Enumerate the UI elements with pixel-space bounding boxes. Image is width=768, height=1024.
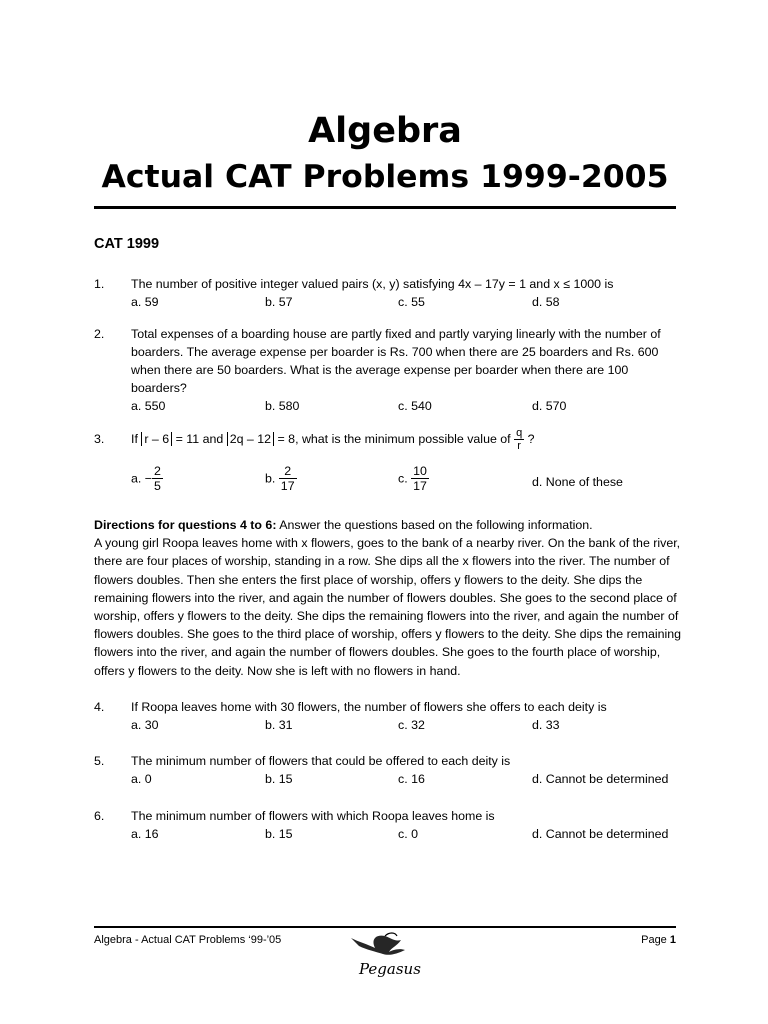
option-a: a. − $\frac{2}{5}$ [131, 464, 161, 493]
option-d: d. Cannot be determined [532, 772, 669, 786]
fraction: $\frac{2}{17}$ [280, 464, 295, 493]
option-b: b. $\frac{2}{17}$ [265, 464, 295, 493]
logo-text: Pegasus [359, 960, 421, 978]
pegasus-logo [345, 930, 427, 980]
option-d: d. 570 [532, 399, 567, 413]
options-row [131, 825, 684, 843]
abs-2q-minus-12: 2q – 12 [227, 432, 274, 446]
question-text: The minimum number of flowers that could be offered to each deity is [131, 754, 511, 768]
title-block [94, 108, 676, 200]
options-row [131, 464, 684, 498]
options-row [131, 397, 684, 415]
section-heading: CAT 1999 [94, 236, 160, 252]
option-b: b. 15 [265, 772, 293, 786]
page-subtitle: Actual CAT Problems 1999-2005 [101, 159, 669, 195]
question-text: The minimum number of flowers with which Roopa leaves home is [131, 809, 495, 823]
option-c: c. 32 [398, 718, 425, 732]
question-3 [94, 424, 684, 498]
option-d: d. Cannot be determined [532, 827, 669, 841]
footer-title: Algebra - Actual CAT Problems ‘99-’05 [94, 934, 282, 946]
option-b: b. 57 [265, 295, 293, 309]
option-c: c. 540 [398, 399, 432, 413]
question-number: 3. [94, 432, 105, 446]
question-number: 1. [94, 277, 105, 291]
question-text: If r – 6 = 11 and 2q – 12 = 8, what is the minimum possible value of $\frac{q}{r}$ ? [131, 427, 535, 453]
question-2 [94, 325, 684, 415]
question-text: If Roopa leaves home with 30 flowers, the number of flowers she offers to each deity is [131, 700, 607, 714]
option-c: c. 55 [398, 295, 425, 309]
question-5 [94, 752, 684, 788]
question-4 [94, 698, 684, 734]
option-a: a. 550 [131, 399, 166, 413]
page-number: Page 1 [641, 934, 676, 946]
fraction: $\frac{10}{17}$ [413, 464, 427, 493]
question-number: 6. [94, 809, 105, 823]
question-number: 2. [94, 327, 105, 341]
question-number: 4. [94, 700, 105, 714]
option-a: a. 16 [131, 827, 159, 841]
directions-block [94, 516, 684, 680]
option-d: d. 33 [532, 718, 560, 732]
options-row [131, 716, 684, 734]
option-b: b. 580 [265, 399, 300, 413]
leq-symbol: ≤ [563, 277, 570, 291]
abs-r-minus-6: r – 6 [141, 432, 172, 446]
option-c: c. 0 [398, 827, 418, 841]
question-1 [94, 275, 684, 311]
directions-label: Directions for questions 4 to 6: [94, 518, 277, 532]
question-text: The number of positive integer valued pairs (x, y) satisfying 4x – 17y = 1 and x ≤ 1000 is [131, 277, 614, 291]
question-number: 5. [94, 754, 105, 768]
option-a: a. 59 [131, 295, 159, 309]
option-b: b. 15 [265, 827, 293, 841]
options-row [131, 770, 684, 788]
fraction: $\frac{2}{5}$ [154, 464, 161, 493]
question-6 [94, 807, 684, 843]
page-title: Algebra [308, 111, 462, 151]
question-text: Total expenses of a boarding house are partly fixed and partly varying linearly with the number of boarders. The average expense per boarder is Rs. 700 when there are 25 boarders and Rs. 600 when there are 50 boarders. What is the average expense per boarder when there are 100 boarders? [131, 327, 661, 395]
option-d: d. 58 [532, 295, 560, 309]
header-divider [94, 206, 676, 209]
directions-body: A young girl Roopa leaves home with x flowers, goes to the bank of a nearby river. On the bank of the river, there are four places of worship, standing in a row. She dips all the x flowers into the river. The number of flowers doubles. Then she enters the first place of worship, offers y flowers to the deity. She dips the remaining flowers into the river, and again the number of flowers doubles. She goes to the second place of worship, offers y flowers to the deity. She dips the remaining flowers into the river, and again the number of flowers doubles. She goes to the third place of worship, offers y flowers to the deity. She dips the remaining flowers into the river, and again the number of flowers doubles. She goes to the fourth place of worship, offers y flowers to the deity. Now she is left with no flowers in hand. [94, 536, 682, 678]
option-b: b. 31 [265, 718, 293, 732]
fraction-q-over-r: $\frac{q}{r}$ [516, 427, 523, 453]
directions-lead: Answer the questions based on the following information. [279, 518, 593, 532]
option-c: c. $\frac{10}{17}$ [398, 464, 427, 493]
options-row [131, 293, 684, 311]
footer-divider [94, 926, 676, 928]
option-a: a. 0 [131, 772, 152, 786]
option-a: a. 30 [131, 718, 159, 732]
option-c: c. 16 [398, 772, 425, 786]
pegasus-logo-icon [345, 930, 427, 980]
option-d: d. None of these [532, 475, 623, 489]
